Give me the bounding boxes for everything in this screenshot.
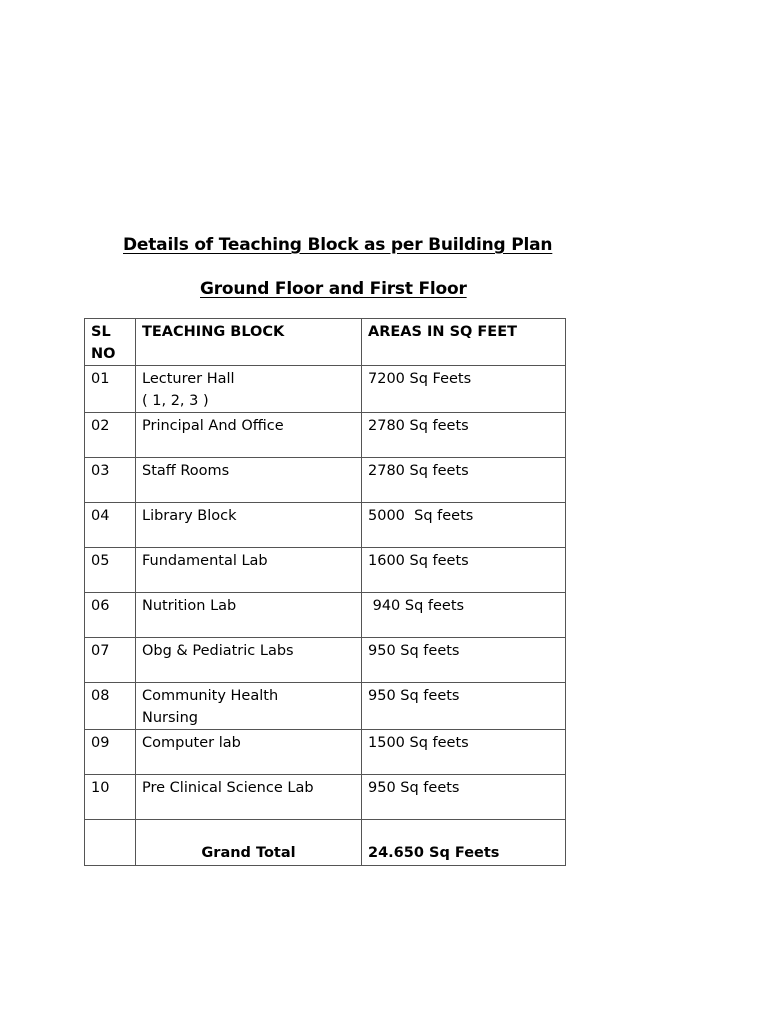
teaching-block-cell [136, 503, 362, 548]
sl-no-cell: 01 [85, 366, 136, 413]
area-cell: 940 Sq feets [362, 593, 566, 638]
teaching-block-name: Pre Clinical Science Lab [142, 780, 314, 796]
grand-total-row [85, 820, 566, 866]
table-row [85, 775, 566, 820]
teaching-block-name-sub: ( 1, 2, 3 ) [142, 393, 209, 409]
header-areas: AREAS IN SQ FEET [362, 319, 566, 366]
header-sl-line2: NO [91, 346, 116, 362]
teaching-block-cell [136, 593, 362, 638]
teaching-block-name: Staff Rooms [142, 463, 230, 479]
area-cell: 5000 Sq feets [362, 503, 566, 548]
area-cell: 1600 Sq feets [362, 548, 566, 593]
teaching-block-cell [136, 458, 362, 503]
document-subtitle: Ground Floor and First Floor [200, 279, 467, 299]
teaching-block-cell [136, 413, 362, 458]
table-row [85, 638, 566, 683]
teaching-block-cell [136, 730, 362, 775]
area-cell: 7200 Sq Feets [362, 366, 566, 413]
area-cell: 1500 Sq feets [362, 730, 566, 775]
teaching-block-name: Computer lab [142, 735, 241, 751]
area-cell: 2780 Sq feets [362, 458, 566, 503]
teaching-block-name: Community Health [142, 688, 279, 704]
teaching-block-cell [136, 638, 362, 683]
table-body [85, 366, 566, 820]
table-row [85, 548, 566, 593]
document-title: Details of Teaching Block as per Building Plan [123, 235, 553, 255]
area-cell: 950 Sq feets [362, 638, 566, 683]
table-row [85, 683, 566, 730]
grand-total-area: 24.650 Sq Feets [362, 820, 566, 866]
sl-no-cell: 02 [85, 413, 136, 458]
teaching-block-name-sub: Nursing [142, 710, 198, 726]
sl-no-cell: 06 [85, 593, 136, 638]
sl-no-cell: 05 [85, 548, 136, 593]
header-sl-line1: SL [91, 324, 111, 340]
table-row [85, 593, 566, 638]
teaching-block-cell [136, 548, 362, 593]
teaching-block-cell [136, 366, 362, 413]
area-cell: 2780 Sq feets [362, 413, 566, 458]
total-sl-cell [85, 820, 136, 866]
teaching-block-name: Lecturer Hall [142, 371, 235, 387]
teaching-block-name: Nutrition Lab [142, 598, 237, 614]
table-row [85, 503, 566, 548]
grand-total-label: Grand Total [136, 820, 362, 866]
table-row [85, 413, 566, 458]
header-sl-no [85, 319, 136, 366]
teaching-block-name: Fundamental Lab [142, 553, 268, 569]
teaching-block-name: Library Block [142, 508, 237, 524]
table-row [85, 730, 566, 775]
teaching-block-name: Obg & Pediatric Labs [142, 643, 294, 659]
teaching-block-cell [136, 775, 362, 820]
header-teaching-block: TEACHING BLOCK [136, 319, 362, 366]
sl-no-cell: 10 [85, 775, 136, 820]
table-row [85, 458, 566, 503]
table-header-row [85, 319, 566, 366]
area-cell: 950 Sq feets [362, 775, 566, 820]
teaching-block-cell [136, 683, 362, 730]
teaching-block-name: Principal And Office [142, 418, 284, 434]
sl-no-cell: 08 [85, 683, 136, 730]
sl-no-cell: 04 [85, 503, 136, 548]
table-row [85, 366, 566, 413]
sl-no-cell: 09 [85, 730, 136, 775]
sl-no-cell: 03 [85, 458, 136, 503]
teaching-block-areas-table [84, 318, 566, 866]
area-cell: 950 Sq feets [362, 683, 566, 730]
sl-no-cell: 07 [85, 638, 136, 683]
